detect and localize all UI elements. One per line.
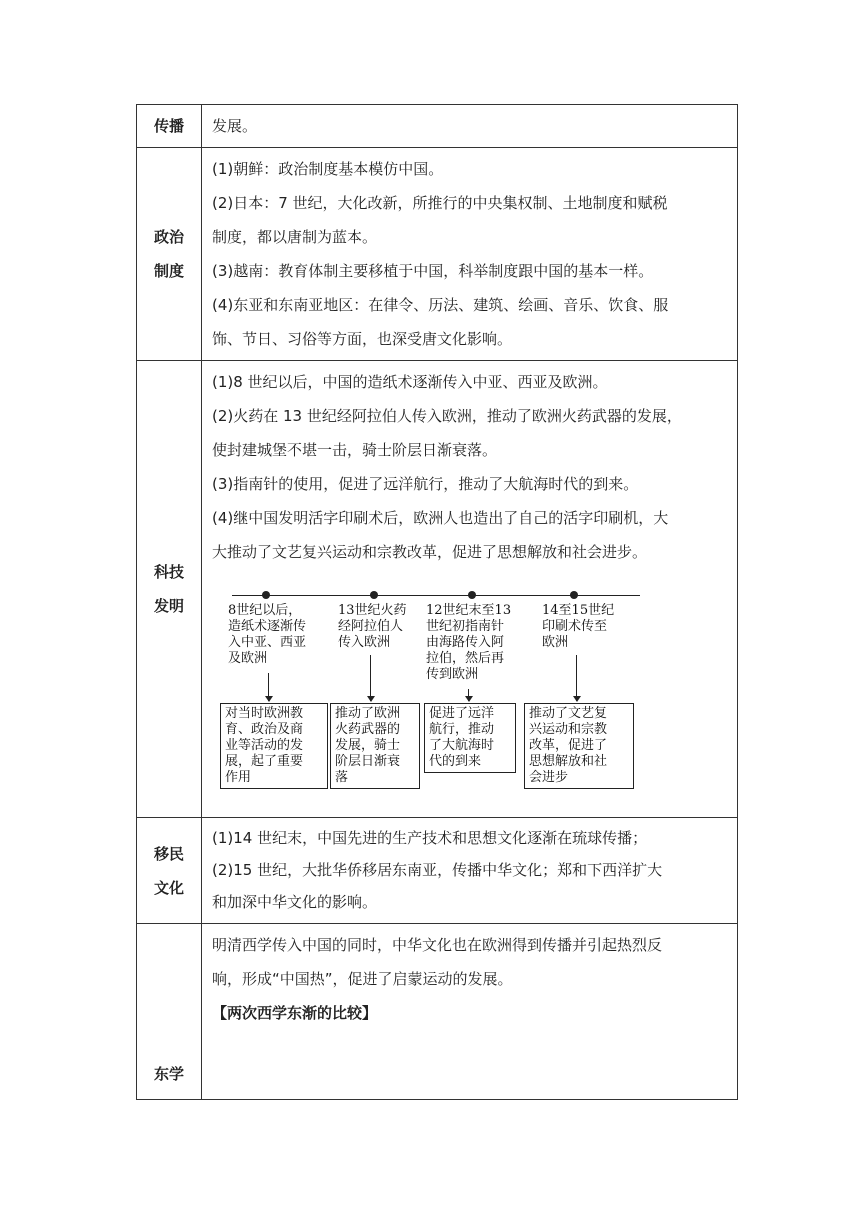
timeline-effect-box: 推动了文艺复 兴运动和宗教 改革，促进了 思想解放和社 会进步	[524, 703, 634, 789]
row-label	[137, 818, 202, 924]
timeline-event: 14至15世纪 印刷术传至 欧洲	[542, 603, 615, 650]
row-label-text: 制度	[153, 262, 184, 280]
table-row	[137, 818, 738, 924]
row-label-text: 移民	[153, 844, 184, 863]
row-label-text: 东学	[153, 1065, 184, 1083]
row-label-text: 传播	[153, 117, 184, 135]
row-content	[202, 818, 738, 924]
paragraph-line: 响，形成“中国热”，促进了启蒙运动的发展。	[212, 970, 513, 988]
table-row	[137, 148, 738, 361]
arrow-down-icon	[576, 655, 577, 701]
timeline-dot	[370, 591, 378, 599]
paragraph-line: 明清西学传入中国的同时，中华文化也在欧洲得到传播并引起热烈反	[212, 936, 663, 954]
timeline-event: 12世纪末至13 世纪初指南针 由海路传入阿 拉伯，然后再 传到欧洲	[426, 603, 512, 682]
table-row	[137, 924, 738, 1100]
timeline-event: 8世纪以后， 造纸术逐渐传 入中亚、西亚 及欧洲	[228, 603, 307, 666]
paragraph-line: 发展。	[212, 117, 258, 135]
paragraph-line: (2)火药在 13 世纪经阿拉伯人传入欧洲，推动了欧洲火药武器的发展，	[212, 407, 682, 425]
paragraph-line: 和加深中华文化的影响。	[212, 893, 378, 911]
row-label	[137, 924, 202, 1100]
paragraph-line: 使封建城堡不堪一击，骑士阶层日渐衰落。	[212, 441, 498, 459]
row-label-text: 科技	[153, 563, 184, 581]
paragraph-line: (1)14 世纪末，中国先进的生产技术和思想文化逐渐在琉球传播；	[212, 829, 648, 847]
row-label	[137, 148, 202, 361]
timeline-dot	[262, 591, 270, 599]
timeline-dot	[570, 591, 578, 599]
timeline-axis	[232, 595, 640, 596]
paragraph-line: (4)东亚和东南亚地区：在律令、历法、建筑、绘画、音乐、饮食、服	[212, 296, 669, 314]
row-label-text: 发明	[153, 597, 184, 615]
paragraph-line: 制度，都以唐制为蓝本。	[212, 228, 378, 246]
arrow-down-icon	[268, 673, 269, 701]
row-label	[137, 105, 202, 148]
table-row	[137, 361, 738, 818]
paragraph-line: (1)8 世纪以后，中国的造纸术逐渐传入中亚、西亚及欧洲。	[212, 373, 608, 391]
row-label-text: 政治	[153, 228, 184, 246]
paragraph-line: 饰、节日、习俗等方面，也深受唐文化影响。	[212, 330, 513, 348]
content-table	[136, 104, 738, 1100]
timeline-effect-box: 推动了欧洲 火药武器的 发展，骑士 阶层日渐衰 落	[330, 703, 420, 789]
paragraph-line: (3)指南针的使用，促进了远洋航行，推动了大航海时代的到来。	[212, 475, 639, 493]
timeline-diagram	[220, 585, 640, 805]
row-content	[202, 924, 738, 1100]
arrow-down-icon	[370, 655, 371, 701]
timeline-effect-box: 促进了远洋 航行，推动 了大航海时 代的到来	[424, 703, 516, 773]
row-label-text: 文化	[153, 878, 184, 897]
paragraph-line: (2)日本：7 世纪，大化改新，所推行的中央集权制、土地制度和赋税	[212, 194, 668, 212]
paragraph-line: (3)越南：教育体制主要移植于中国，科举制度跟中国的基本一样。	[212, 262, 654, 280]
paragraph-line: (2)15 世纪，大批华侨移居东南亚，传播中华文化；郑和下西洋扩大	[212, 861, 663, 879]
section-heading: 【两次西学东渐的比较】	[212, 1004, 378, 1022]
paragraph-line: 大推动了文艺复兴运动和宗教改革，促进了思想解放和社会进步。	[212, 543, 648, 561]
row-content	[202, 148, 738, 361]
row-label	[137, 361, 202, 818]
row-content	[202, 105, 738, 148]
timeline-event: 13世纪火药 经阿拉伯人 传入欧洲	[338, 603, 407, 650]
arrow-down-icon	[468, 689, 469, 701]
timeline-dot	[468, 591, 476, 599]
paragraph-line: (4)继中国发明活字印刷术后，欧洲人也造出了自己的活字印刷机，大	[212, 509, 669, 527]
timeline-effect-box: 对当时欧洲教 育、政治及商 业等活动的发 展，起了重要 作用	[220, 703, 328, 789]
row-content	[202, 361, 738, 818]
table-row	[137, 105, 738, 148]
paragraph-line: (1)朝鲜：政治制度基本模仿中国。	[212, 160, 444, 178]
